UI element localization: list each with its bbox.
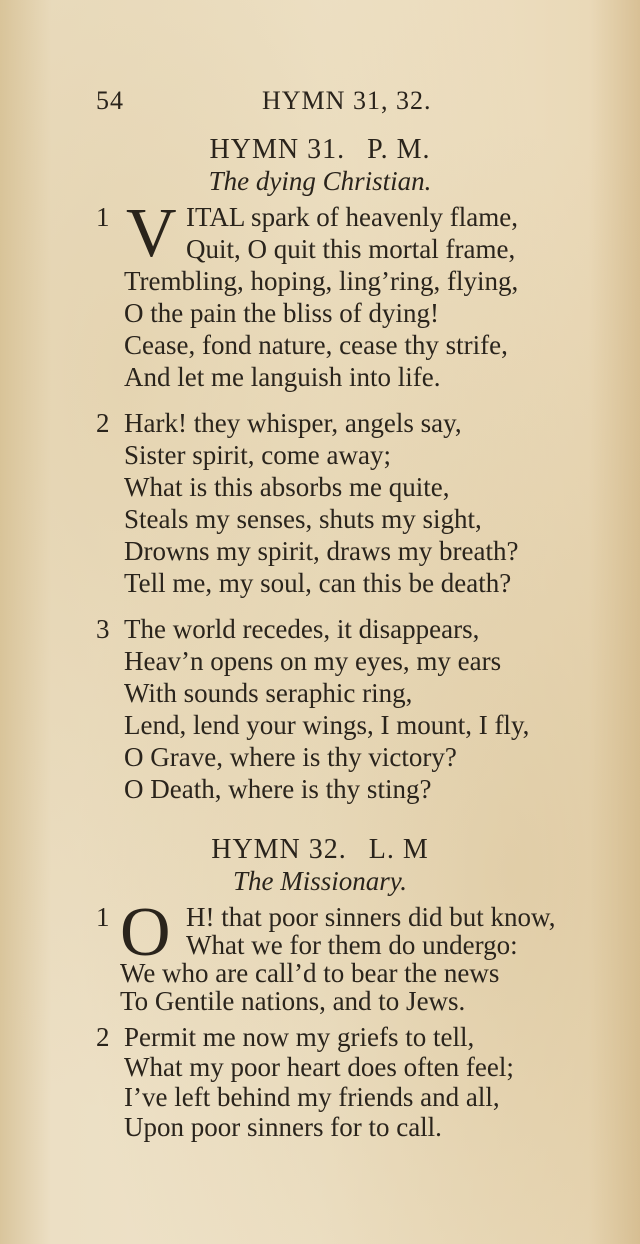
verse-line: Cease, fond nature, cease thy strife, — [124, 330, 508, 360]
verse-line: We who are call’d to bear the news — [120, 958, 500, 988]
verse-line: The world recedes, it disappears, — [124, 614, 480, 644]
verse-line: Drowns my spirit, draws my breath? — [124, 536, 519, 566]
verse-line: And let me languish into life. — [124, 362, 441, 392]
verse-number: 1 — [96, 202, 110, 232]
hymn-32-title — [0, 834, 640, 866]
drop-cap: O — [120, 894, 171, 971]
verse-line: Upon poor sinners for to call. — [124, 1112, 442, 1142]
verse-line: Lend, lend your wings, I mount, I fly, — [124, 710, 530, 740]
verse-line: Tell me, my soul, can this be death? — [124, 568, 512, 598]
verse-line: H! that poor sinners did but know, — [186, 902, 556, 932]
verse-line: ITAL spark of heavenly flame, — [186, 202, 518, 232]
verse-line: Permit me now my griefs to tell, — [124, 1022, 475, 1052]
verse-number: 3 — [96, 614, 110, 644]
verse-line: Steals my senses, shuts my sight, — [124, 504, 482, 534]
running-title: HYMN 31, 32. — [262, 86, 432, 115]
verse-line: I’ve left behind my friends and all, — [124, 1082, 500, 1112]
page-number: 54 — [96, 86, 124, 115]
hymn-meter: L. M — [368, 834, 429, 865]
verse-line: Hark! they whisper, angels say, — [124, 408, 462, 438]
verse-line: Trembling, hoping, ling’ring, flying, — [124, 266, 519, 296]
verse-line: What is this absorbs me quite, — [124, 472, 450, 502]
verse-number: 1 — [96, 902, 110, 932]
verse-number: 2 — [96, 408, 110, 438]
verse-line: Sister spirit, come away; — [124, 440, 391, 470]
verse-line: O Grave, where is thy victory? — [124, 742, 457, 772]
verse-line: Quit, O quit this mortal frame, — [186, 234, 516, 264]
verse-line: What we for them do undergo: — [186, 930, 518, 960]
running-head — [96, 86, 516, 116]
drop-cap: V — [126, 195, 177, 272]
hymn-number: HYMN 32. — [211, 834, 347, 865]
verse-line: O Death, where is thy sting? — [124, 774, 432, 804]
verse-number: 2 — [96, 1022, 110, 1052]
hymn-31-title — [0, 134, 640, 166]
verse-line: What my poor heart does often feel; — [124, 1052, 514, 1082]
verse-line: Heav’n opens on my eyes, my ears — [124, 646, 502, 676]
hymn-32-subtitle: The Missionary. — [232, 866, 407, 896]
hymn-number: HYMN 31. — [209, 134, 346, 165]
verse-line: To Gentile nations, and to Jews. — [120, 986, 466, 1016]
verse-line: O the pain the bliss of dying! — [124, 298, 439, 328]
verse-line: With sounds seraphic ring, — [124, 678, 413, 708]
hymn-meter: P. M. — [367, 134, 431, 165]
hymn-31-subtitle: The dying Christian. — [208, 166, 432, 196]
